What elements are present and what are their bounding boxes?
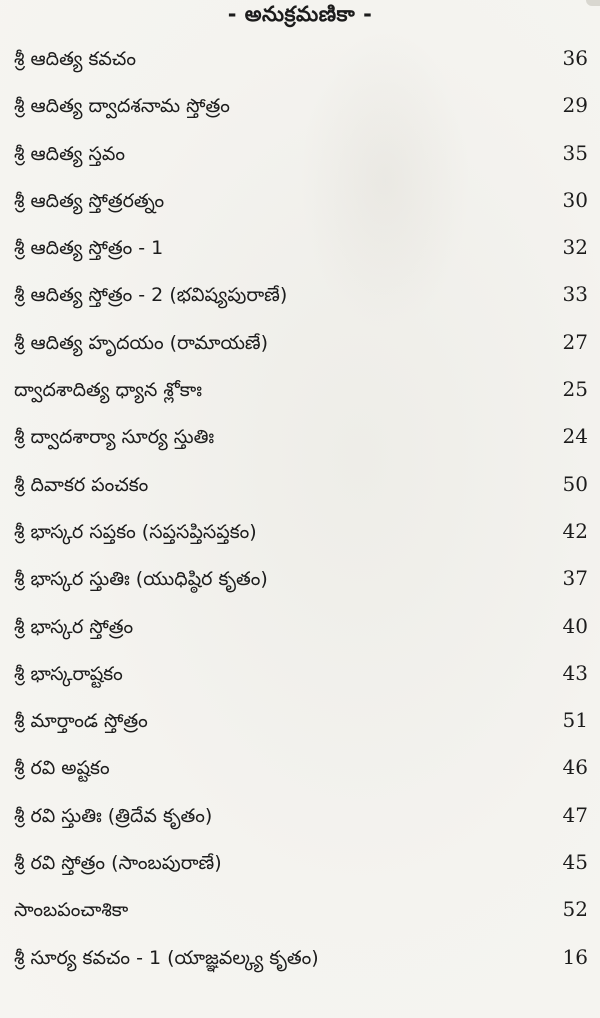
entry-title: శ్రీ ఆదిత్య హృదయం (రామాయణే) (14, 331, 268, 354)
entry-title: శ్రీ ఆదిత్య ద్వాదశనామ స్తోత్రం (14, 95, 230, 118)
entry-page-number: 27 (562, 329, 588, 354)
entry-title: శ్రీ ఆదిత్య స్తోత్రం - 1 (14, 237, 164, 260)
toc-entry (0, 751, 600, 798)
entry-title: శ్రీ భాస్కర స్తుతిః (యుధిష్ఠిర కృతం) (14, 568, 268, 591)
entry-page-number: 52 (562, 897, 588, 922)
toc-entry (0, 89, 600, 136)
entry-page-number: 45 (562, 850, 588, 875)
entry-page-number: 47 (562, 802, 588, 827)
entry-page-number: 36 (562, 46, 588, 70)
entry-page-number: 25 (562, 377, 588, 402)
toc-entry (0, 893, 600, 940)
toc-entry (0, 704, 600, 751)
toc-entry (0, 231, 600, 278)
toc-entry (0, 468, 600, 515)
toc-entry (0, 562, 600, 609)
entry-title: శ్రీ రవి అష్టకం (14, 757, 110, 780)
entry-title: సాంబపంచాశికా (14, 899, 129, 922)
entry-page-number: 24 (562, 424, 588, 449)
toc-entry (0, 184, 600, 231)
entry-title: ద్వాదశాదిత్య ధ్యాన శ్లోకాః (14, 379, 203, 402)
entry-title: శ్రీ భాస్కర సప్తకం (సప్తసప్తిసప్తకం) (14, 520, 257, 543)
entry-title: శ్రీ మార్తాండ స్తోత్రం (14, 710, 148, 733)
entry-title: శ్రీ ద్వాదశార్యా సూర్య స్తుతిః (14, 426, 215, 449)
table-of-contents (0, 42, 600, 988)
entry-page-number: 33 (562, 282, 588, 307)
entry-page-number: 35 (562, 140, 588, 165)
entry-page-number: 40 (562, 613, 588, 638)
toc-entry (0, 941, 600, 988)
entry-title: శ్రీ ఆదిత్య కవచం (14, 48, 136, 70)
toc-entry (0, 326, 600, 373)
entry-page-number: 43 (562, 660, 588, 685)
entry-page-number: 51 (562, 708, 588, 733)
toc-entry (0, 373, 600, 420)
toc-entry (0, 799, 600, 846)
toc-entry (0, 137, 600, 184)
entry-page-number: 29 (562, 93, 588, 118)
entry-title: శ్రీ భాస్కర స్తోత్రం (14, 615, 134, 638)
entry-title: శ్రీ దివాకర పంచకం (14, 473, 149, 496)
entry-title: శ్రీ భాస్కరాష్టకం (14, 662, 123, 685)
entry-page-number: 42 (562, 518, 588, 543)
entry-page-number: 16 (562, 944, 588, 969)
toc-entry (0, 420, 600, 467)
toc-entry (0, 515, 600, 562)
entry-page-number: 37 (562, 566, 588, 591)
entry-title: శ్రీ ఆదిత్య స్తవం (14, 142, 125, 165)
entry-page-number: 32 (562, 235, 588, 260)
entry-title: శ్రీ రవి స్తోత్రం (సాంబపురాణే) (14, 852, 222, 875)
toc-entry (0, 42, 600, 89)
entry-title: శ్రీ ఆదిత్య స్తోత్రం - 2 (భవిష్యపురాణే) (14, 284, 288, 307)
toc-entry (0, 610, 600, 657)
entry-title: శ్రీ సూర్య కవచం - 1 (యాజ్ఞవల్క్య కృతం) (14, 946, 319, 969)
entry-title: శ్రీ ఆదిత్య స్తోత్రరత్నం (14, 189, 165, 212)
toc-entry (0, 657, 600, 704)
toc-entry (0, 846, 600, 893)
entry-page-number: 50 (562, 471, 588, 496)
index-heading: - అనుక్రమణికా - (227, 2, 373, 26)
toc-entry (0, 278, 600, 325)
entry-page-number: 30 (562, 187, 588, 212)
entry-title: శ్రీ రవి స్తుతిః (త్రిదేవ కృతం) (14, 804, 213, 827)
entry-page-number: 46 (562, 755, 588, 780)
